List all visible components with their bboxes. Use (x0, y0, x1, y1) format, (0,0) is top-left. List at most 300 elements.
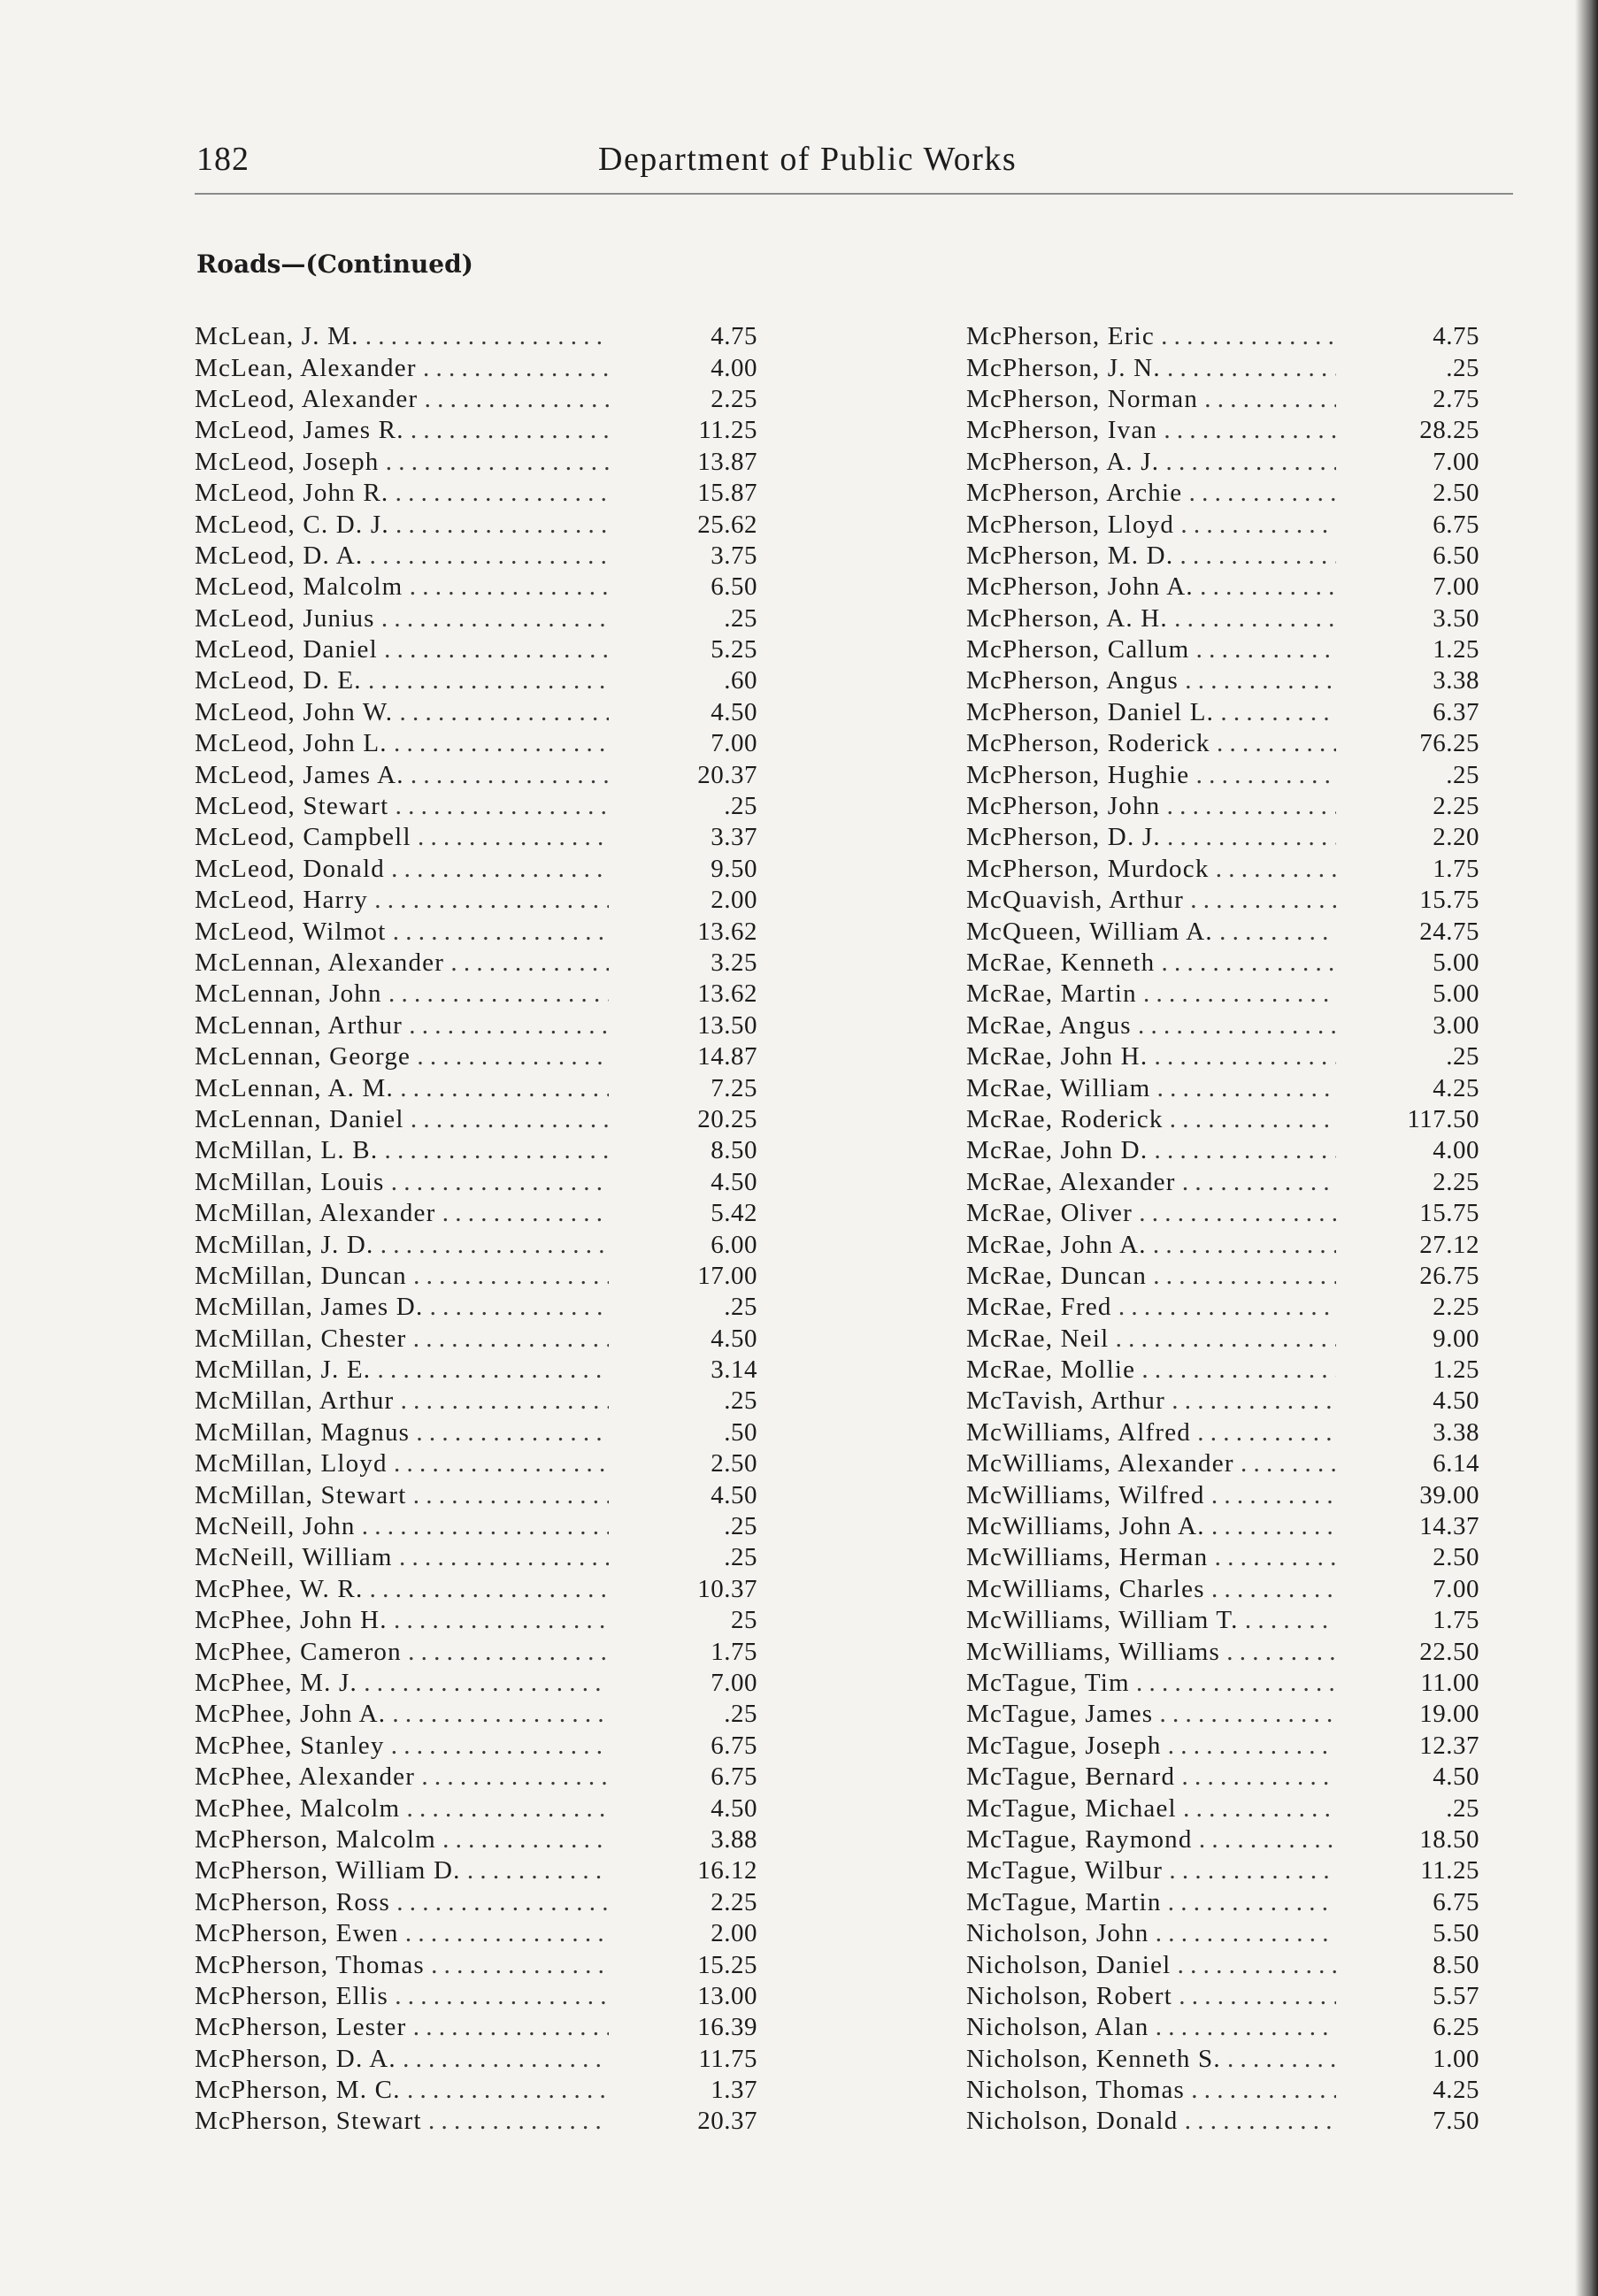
payee-name: McMillan, J. E. . . . (195, 1355, 609, 1385)
payee-name: McMillan, Magnus . . . (195, 1418, 609, 1447)
list-item (966, 697, 1479, 728)
payee-name: McTague, Joseph . . . (966, 1732, 1336, 1761)
payee-name: McLennan, A. M. . . . (195, 1074, 609, 1103)
payment-amount: 1.75 (711, 1637, 757, 1666)
list-item (966, 1699, 1479, 1730)
list-item (195, 1668, 757, 1699)
payee-name: McRae, John D. . . . (966, 1136, 1336, 1165)
payee-name: McMillan, Arthur . . . (195, 1386, 609, 1416)
payment-amount: .25 (1446, 353, 1479, 382)
payee-name: McRae, Alexander . . . (966, 1168, 1336, 1197)
payee-name: McTague, Martin . . . (966, 1888, 1336, 1917)
payee-name: McMillan, J. D. . . . (195, 1231, 609, 1260)
list-item (966, 447, 1479, 478)
payment-amount: 5.57 (1433, 1981, 1479, 2010)
payee-name: McRae, Angus . . . (966, 1011, 1336, 1040)
payment-amount: 3.50 (1433, 603, 1479, 633)
list-item (966, 1355, 1479, 1386)
payee-name: McLeod, C. D. J. . . . (195, 511, 609, 540)
list-item (195, 1072, 757, 1103)
list-item (966, 1104, 1479, 1135)
payee-name: McPherson, Callum . . . (966, 635, 1336, 664)
payment-amount: 11.25 (698, 416, 757, 445)
payee-name: McLennan, Alexander . . . (195, 948, 609, 978)
list-item (195, 2106, 757, 2137)
list-item (195, 572, 757, 603)
payee-name: McLeod, James R. . . . (195, 416, 609, 445)
payee-name: McLeod, Alexander . . . (195, 385, 609, 414)
list-item (195, 2043, 757, 2074)
payment-amount: .25 (724, 1700, 757, 1729)
list-item (966, 1824, 1479, 1855)
payment-amount: 2.00 (711, 1919, 757, 1948)
payment-amount: 25 (731, 1606, 757, 1635)
list-item (966, 791, 1479, 822)
payee-name: McLeod, Junius . . . (195, 604, 609, 634)
payment-amount: 13.62 (697, 979, 757, 1009)
list-item (966, 916, 1479, 947)
payee-name: McNeill, John . . . (195, 1512, 609, 1541)
payee-name: McLean, J. M. . . . (195, 322, 609, 351)
payee-name: McRae, William . . . (966, 1074, 1336, 1103)
list-item (966, 1324, 1479, 1355)
payee-name: McLennan, Daniel . . . (195, 1105, 609, 1134)
list-item (195, 1448, 757, 1479)
payee-name: McRae, Kenneth . . . (966, 948, 1336, 978)
payee-name: McPherson, M. C. . . . (195, 2076, 609, 2105)
list-item (195, 509, 757, 540)
list-item (966, 1542, 1479, 1573)
payment-amount: 2.00 (711, 886, 757, 915)
payment-amount: 15.75 (1419, 1199, 1479, 1228)
payee-name: McWilliams, Alfred . . . (966, 1418, 1336, 1447)
payee-name: McPherson, Roderick . . . (966, 729, 1336, 758)
payee-name: McWilliams, Charles . . . (966, 1575, 1336, 1604)
list-item (195, 1324, 757, 1355)
payment-amount: .25 (1446, 760, 1479, 789)
list-item (966, 1855, 1479, 1886)
payee-name: McPherson, Thomas . . . (195, 1951, 609, 1980)
list-item (966, 1668, 1479, 1699)
section-heading: Roads—(Continued) (196, 250, 473, 279)
payee-name: McPherson, D. A. . . . (195, 2045, 609, 2074)
list-item (966, 822, 1479, 853)
list-item (195, 2012, 757, 2043)
list-item (195, 603, 757, 634)
list-item (966, 2075, 1479, 2106)
payment-amount: 14.37 (1419, 1512, 1479, 1541)
payee-name: McTague, Tim . . . (966, 1669, 1336, 1698)
payee-name: McPhee, John A. . . . (195, 1700, 609, 1729)
list-item (195, 728, 757, 759)
payee-name: McMillan, L. B. . . . (195, 1136, 609, 1165)
payee-name: McMillan, Lloyd . . . (195, 1449, 609, 1478)
payee-name: McPhee, Alexander . . . (195, 1762, 609, 1792)
payee-name: McPherson, J. N. . . . (966, 354, 1336, 383)
list-item (195, 759, 757, 790)
payment-amount: 20.37 (697, 760, 757, 789)
list-item (195, 1135, 757, 1166)
payee-name: McTague, Michael . . . (966, 1794, 1336, 1824)
list-item (966, 885, 1479, 916)
list-item (195, 1261, 757, 1292)
page-edge-shadow (1575, 0, 1598, 2296)
payee-name: McPhee, Malcolm . . . (195, 1794, 609, 1824)
payment-amount: 3.25 (711, 948, 757, 977)
list-item (966, 1949, 1479, 1980)
payee-name: McPherson, John . . . (966, 792, 1336, 821)
list-item (966, 2043, 1479, 2074)
payee-name: McLeod, John W. . . . (195, 698, 609, 727)
payment-amount: 3.75 (711, 541, 757, 570)
payment-amount: 1.25 (1433, 1355, 1479, 1385)
list-item (195, 2075, 757, 2106)
list-item (966, 1981, 1479, 2012)
payment-amount: .25 (724, 1386, 757, 1416)
payment-amount: 7.00 (711, 1668, 757, 1697)
payee-name: McPherson, Ellis . . . (195, 1982, 609, 2011)
payee-name: McMillan, Louis . . . (195, 1168, 609, 1197)
payee-name: McLeod, Daniel . . . (195, 635, 609, 664)
payee-name: McPherson, A. J. . . . (966, 448, 1336, 477)
payee-name: McPherson, Ewen . . . (195, 1919, 609, 1948)
payee-name: McPherson, Lester . . . (195, 2013, 609, 2042)
payment-amount: 16.12 (697, 1856, 757, 1885)
payee-name: McRae, Oliver . . . (966, 1199, 1336, 1228)
payee-name: Nicholson, Thomas . . . (966, 2076, 1336, 2105)
payee-name: McLennan, John . . . (195, 979, 609, 1009)
payee-name: McLeod, Donald . . . (195, 855, 609, 884)
list-item (195, 1198, 757, 1229)
payment-amount: 16.39 (697, 2013, 757, 2042)
payment-amount: .25 (724, 603, 757, 633)
payment-amount: 1.37 (711, 2076, 757, 2105)
payee-name: McPherson, D. J. . . . (966, 823, 1336, 852)
payment-amount: 11.25 (1420, 1856, 1479, 1885)
list-item (966, 1762, 1479, 1793)
list-item (966, 1731, 1479, 1762)
payee-name: McPhee, W. R. . . . (195, 1575, 609, 1604)
list-item (966, 1229, 1479, 1260)
payment-amount: .25 (724, 792, 757, 821)
payee-name: McPherson, A. H. . . . (966, 604, 1336, 634)
list-item (195, 1041, 757, 1072)
payment-amount: 7.25 (711, 1073, 757, 1102)
payment-amount: .60 (724, 666, 757, 695)
payment-amount: 6.14 (1433, 1449, 1479, 1478)
payment-amount: 7.00 (1433, 572, 1479, 602)
page-title: Department of Public Works (598, 141, 1018, 178)
payment-amount: 13.62 (697, 917, 757, 946)
payment-amount: 2.25 (1433, 1293, 1479, 1322)
list-item (966, 384, 1479, 415)
payee-name: McMillan, Stewart . . . (195, 1481, 609, 1510)
payment-amount: 1.75 (1433, 854, 1479, 883)
payee-name: McMillan, James D. . . . (195, 1293, 609, 1322)
list-item (195, 1229, 757, 1260)
payment-amount: 6.75 (1433, 1887, 1479, 1916)
list-item (966, 1386, 1479, 1417)
payment-amount: 6.00 (711, 1230, 757, 1259)
payee-name: Nicholson, Donald . . . (966, 2107, 1336, 2136)
payee-name: McTague, James . . . (966, 1700, 1336, 1729)
payment-amount: 22.50 (1419, 1637, 1479, 1666)
list-item (195, 1887, 757, 1918)
list-item (966, 1072, 1479, 1103)
payment-amount: 12.37 (1419, 1731, 1479, 1760)
payment-amount: 9.50 (711, 854, 757, 883)
list-item (195, 1824, 757, 1855)
payment-amount: 5.42 (711, 1199, 757, 1228)
payee-name: McWilliams, Alexander . . . (966, 1449, 1336, 1478)
list-item (195, 384, 757, 415)
payment-amount: 9.00 (1433, 1324, 1479, 1353)
payment-amount: 76.25 (1419, 729, 1479, 758)
list-item (966, 1918, 1479, 1949)
list-item (966, 1167, 1479, 1198)
payment-amount: 13.50 (697, 1010, 757, 1040)
payee-name: McPherson, Daniel L. . . . (966, 698, 1336, 727)
payee-name: McLeod, Wilmot . . . (195, 918, 609, 947)
payee-name: McTague, Bernard . . . (966, 1762, 1336, 1792)
payee-name: McPherson, Ross . . . (195, 1888, 609, 1917)
payment-amount: 25.62 (697, 510, 757, 539)
payee-name: McLean, Alexander . . . (195, 354, 609, 383)
payee-name: McPherson, Angus . . . (966, 666, 1336, 695)
payee-name: McMillan, Chester . . . (195, 1325, 609, 1354)
payment-amount: 27.12 (1419, 1230, 1479, 1259)
payment-amount: 4.50 (1433, 1386, 1479, 1416)
payment-amount: 4.00 (1433, 1136, 1479, 1165)
payment-amount: 2.75 (1433, 384, 1479, 413)
payment-amount: 13.00 (697, 1981, 757, 2010)
payment-amount: 4.25 (1433, 1073, 1479, 1102)
list-item (966, 728, 1479, 759)
payment-amount: .25 (724, 1293, 757, 1322)
payee-name: McRae, Neil . . . (966, 1325, 1336, 1354)
payment-amount: 20.37 (697, 2107, 757, 2136)
payee-name: McQueen, William A. . . . (966, 918, 1336, 947)
payee-name: McLeod, D. A. . . . (195, 541, 609, 571)
list-item (966, 948, 1479, 979)
payment-amount: 15.75 (1419, 886, 1479, 915)
payment-amount: 5.00 (1433, 948, 1479, 977)
payment-amount: 4.50 (711, 1324, 757, 1353)
list-item (195, 1793, 757, 1824)
payment-amount: 4.75 (711, 322, 757, 351)
list-item (966, 415, 1479, 446)
payee-name: McTague, Raymond . . . (966, 1825, 1336, 1854)
payment-amount: 4.00 (711, 353, 757, 382)
list-item (195, 1699, 757, 1730)
list-item (966, 665, 1479, 696)
payee-name: McWilliams, Herman . . . (966, 1543, 1336, 1572)
list-item (195, 1292, 757, 1323)
list-item (966, 1636, 1479, 1667)
payee-name: McWilliams, John A. . . . (966, 1512, 1336, 1541)
payment-amount: .50 (724, 1417, 757, 1447)
payee-name: McPherson, William D. . . . (195, 1856, 609, 1885)
payee-name: McPhee, John H. . . . (195, 1606, 609, 1635)
payment-amount: 15.25 (697, 1950, 757, 1979)
payment-amount: 39.00 (1419, 1480, 1479, 1509)
list-item (966, 1041, 1479, 1072)
payment-amount: 2.25 (1433, 792, 1479, 821)
list-item (966, 1574, 1479, 1605)
list-item (195, 1386, 757, 1417)
list-item (195, 1605, 757, 1636)
payee-name: McPherson, Hughie . . . (966, 761, 1336, 790)
list-item (195, 447, 757, 478)
list-item (195, 1918, 757, 1949)
list-item (195, 1511, 757, 1542)
list-item (966, 509, 1479, 540)
payment-amount: 10.37 (697, 1574, 757, 1603)
list-item (966, 2106, 1479, 2137)
payment-amount: 20.25 (697, 1104, 757, 1133)
payment-amount: 11.75 (698, 2044, 757, 2073)
payment-amount: 7.00 (1433, 1574, 1479, 1603)
payment-amount: 6.75 (711, 1762, 757, 1792)
payee-name: McPherson, Ivan . . . (966, 416, 1336, 445)
payment-amount: 4.50 (711, 1167, 757, 1196)
payment-amount: 7.00 (711, 729, 757, 758)
payee-name: McLeod, Joseph . . . (195, 448, 609, 477)
list-item (966, 1605, 1479, 1636)
list-item (966, 1887, 1479, 1918)
payee-name: McPherson, John A. . . . (966, 572, 1336, 602)
payment-amount: 17.00 (697, 1261, 757, 1290)
payee-name: McWilliams, Wilfred . . . (966, 1481, 1336, 1510)
payment-amount: .25 (1446, 1042, 1479, 1071)
payment-amount: 3.38 (1433, 666, 1479, 695)
list-item (195, 415, 757, 446)
payee-name: McLeod, James A. . . . (195, 761, 609, 790)
payee-name: McLennan, George . . . (195, 1042, 609, 1071)
list-item (195, 948, 757, 979)
payment-amount: 14.87 (697, 1042, 757, 1071)
list-item (195, 352, 757, 383)
payee-name: McLeod, John L. . . . (195, 729, 609, 758)
list-item (195, 1417, 757, 1448)
list-item (966, 1198, 1479, 1229)
payee-name: McRae, John H. . . . (966, 1042, 1336, 1071)
payment-amount: 6.50 (1433, 541, 1479, 570)
payee-name: McTavish, Arthur . . . (966, 1386, 1336, 1416)
list-item (966, 1292, 1479, 1323)
list-item (195, 791, 757, 822)
payee-name: McMillan, Alexander . . . (195, 1199, 609, 1228)
payee-name: Nicholson, Kenneth S. . . . (966, 2045, 1336, 2074)
payment-amount: 5.00 (1433, 979, 1479, 1009)
list-item (195, 634, 757, 665)
list-item (966, 2012, 1479, 2043)
left-column (195, 321, 757, 2138)
list-item (966, 979, 1479, 1010)
payment-amount: 7.50 (1433, 2107, 1479, 2136)
payment-amount: 2.50 (1433, 1543, 1479, 1572)
payment-amount: 18.50 (1419, 1824, 1479, 1854)
list-item (195, 1855, 757, 1886)
payment-amount: 4.25 (1433, 2076, 1479, 2105)
payment-amount: 4.50 (1433, 1762, 1479, 1792)
payee-name: McLeod, Malcolm . . . (195, 572, 609, 602)
payment-amount: 4.75 (1433, 322, 1479, 351)
payment-amount: 8.50 (711, 1136, 757, 1165)
list-item (195, 1355, 757, 1386)
payee-name: Nicholson, Daniel . . . (966, 1951, 1336, 1980)
payment-amount: 2.50 (1433, 479, 1479, 508)
payment-amount: 6.75 (1433, 510, 1479, 539)
payment-amount: 5.50 (1433, 1919, 1479, 1948)
list-item (195, 1762, 757, 1793)
list-item (966, 478, 1479, 509)
payment-amount: 1.75 (1433, 1606, 1479, 1635)
payee-name: McLeod, D. E. . . . (195, 666, 609, 695)
payment-amount: 4.50 (711, 697, 757, 726)
list-item (195, 1104, 757, 1135)
list-item (195, 1167, 757, 1198)
payment-amount: 1.00 (1433, 2044, 1479, 2073)
list-item (966, 1417, 1479, 1448)
payment-amount: 117.50 (1407, 1104, 1479, 1133)
payee-name: McTague, Wilbur . . . (966, 1856, 1336, 1885)
list-item (966, 854, 1479, 885)
payment-amount: 6.75 (711, 1731, 757, 1760)
list-item (195, 916, 757, 947)
list-item (195, 885, 757, 916)
page-number: 182 (196, 141, 250, 178)
payment-amount: 3.88 (711, 1824, 757, 1854)
payee-name: McLennan, Arthur . . . (195, 1011, 609, 1040)
payment-amount: 1.25 (1433, 635, 1479, 664)
payment-amount: 13.87 (697, 447, 757, 476)
list-item (195, 1574, 757, 1605)
list-item (966, 759, 1479, 790)
payment-amount: 4.50 (711, 1480, 757, 1509)
list-item (195, 822, 757, 853)
payee-name: McPherson, Archie . . . (966, 479, 1336, 508)
payee-name: McPherson, Lloyd . . . (966, 511, 1336, 540)
list-item (195, 1636, 757, 1667)
header-divider (195, 193, 1513, 195)
payee-name: McPherson, Eric . . . (966, 322, 1336, 351)
list-item (966, 1793, 1479, 1824)
payee-name: McLeod, Stewart . . . (195, 792, 609, 821)
payee-name: McLeod, John R. . . . (195, 479, 609, 508)
list-item (966, 603, 1479, 634)
payee-name: McMillan, Duncan . . . (195, 1262, 609, 1291)
list-item (966, 1135, 1479, 1166)
payment-amount: 2.20 (1433, 823, 1479, 852)
payment-amount: .25 (724, 1543, 757, 1572)
list-item (195, 1542, 757, 1573)
list-item (966, 352, 1479, 383)
list-item (966, 541, 1479, 572)
payee-name: McLeod, Harry . . . (195, 886, 609, 915)
payment-amount: .25 (1446, 1793, 1479, 1823)
list-item (195, 697, 757, 728)
payee-name: McPhee, Cameron . . . (195, 1638, 609, 1667)
list-item (195, 1010, 757, 1041)
payee-name: McPhee, Stanley . . . (195, 1732, 609, 1761)
list-item (195, 1981, 757, 2012)
list-item (195, 478, 757, 509)
payment-amount: 8.50 (1433, 1950, 1479, 1979)
payee-name: McWilliams, William T. . . . (966, 1606, 1336, 1635)
payee-name: Nicholson, John . . . (966, 1919, 1336, 1948)
payment-amount: 6.50 (711, 572, 757, 602)
